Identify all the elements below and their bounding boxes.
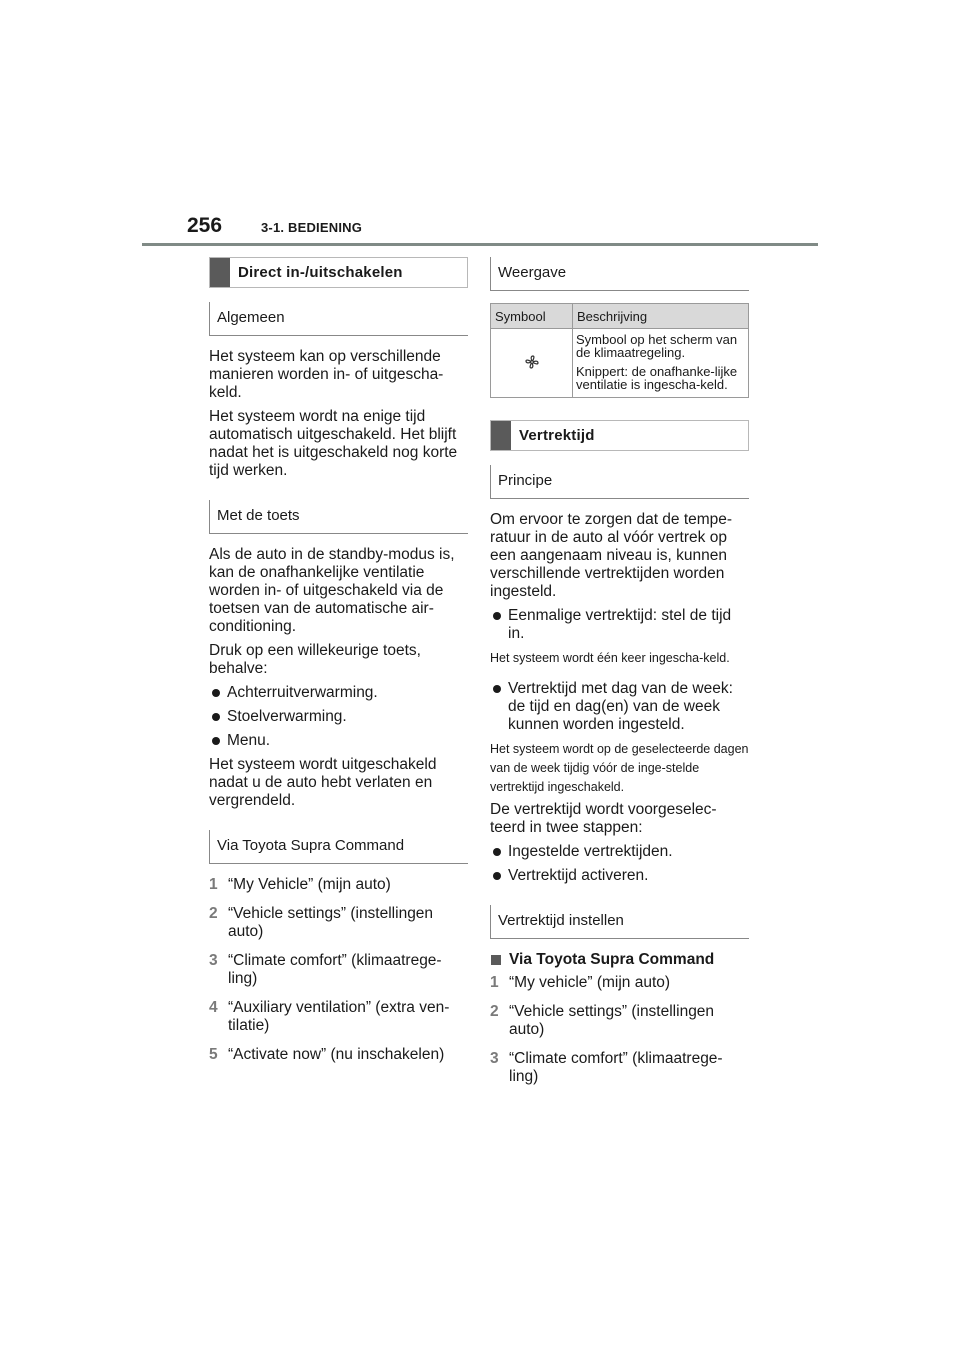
step-number: 1 [209,876,218,893]
bullet-item: Stoelverwarming. [209,708,468,726]
procedure-heading: Via Toyota Supra Command [490,951,749,969]
step-number: 4 [209,999,218,1016]
subheading-vertrektijd-instellen: Vertrektijd instellen [490,905,749,939]
step-item [490,1003,749,1039]
paragraph: Om ervoor te zorgen dat de tempe-ratuur in de auto al vóór vertrek op een aangenaam niveau is, kunnen verschillende vertrektijden worden ingesteld. [490,511,733,600]
heading-label: Direct in-/uitschakelen [238,264,403,281]
symbol-table [490,303,749,398]
step-text: “My Vehicle” (mijn auto) [228,876,391,893]
description-text: Knippert: de onafhanke-lijke ventilatie is ingescha-keld. [576,364,738,392]
step-text: “Climate comfort” (klimaatrege-ling) [228,952,442,987]
step-item [209,952,468,988]
description-text: Symbool op het scherm van de klimaatregeling. [576,332,738,360]
step-text: “My vehicle” (mijn auto) [509,974,671,991]
heading-label: Vertrektijd [519,427,595,444]
subheading-command: Via Toyota Supra Command [209,830,468,864]
step-number: 1 [490,974,499,991]
step-text: “Vehicle settings” (instellingen auto) [228,905,434,940]
bullet-item: Ingestelde vertrektijden. [490,843,749,861]
paragraph: De vertrektijd wordt voorgeselec-teerd in twee stappen: [490,801,717,836]
step-item [209,876,468,894]
bullet-item: Achterruitverwarming. [209,684,468,702]
right-column [490,257,749,1097]
table-cell [573,329,749,398]
heading-tab [210,258,230,287]
bullet-item: Vertrektijd met dag van de week: de tijd en dag(en) van de week kunnen worden ingesteld. [490,680,749,734]
fan-icon [524,354,540,370]
paragraph: Het systeem kan op verschillende manieren worden in- of uitgescha-keld. [209,348,444,401]
bullet-item: Vertrektijd activeren. [490,867,749,885]
subheading-weergave: Weergave [490,257,749,291]
step-number: 2 [209,905,218,922]
step-number: 3 [490,1050,499,1067]
paragraph: Het systeem wordt na enige tijd automatisch uitgeschakeld. Het blijft nadat het is uitgeschakeld nog korte tijd werken. [209,408,458,479]
section-title: 3-1. BEDIENING [261,220,363,235]
step-item [209,905,468,941]
subheading-principe: Principe [490,465,749,499]
table-header: Symbool [491,304,573,329]
subheading-algemeen: Algemeen [209,302,468,336]
table-row [491,329,749,398]
left-column [209,257,468,1075]
step-text: “Activate now” (nu inschakelen) [228,1046,445,1063]
step-item [209,1046,468,1064]
section-heading-vertrektijd [490,420,749,451]
step-number: 2 [490,1003,499,1020]
table-header: Beschrijving [573,304,749,329]
table-cell [491,329,573,398]
note-text: Het systeem wordt op de geselecteerde dagen van de week tijdig vóór de inge-stelde vertrektijd ingeschakeld. [490,742,749,794]
step-number: 5 [209,1046,218,1063]
step-text: “Climate comfort” (klimaatrege-ling) [509,1050,723,1085]
page-number: 256 [187,214,223,237]
paragraph: Het systeem wordt uitgeschakeld nadat u de auto hebt verlaten en vergrendeld. [209,756,437,809]
step-text: “Vehicle settings” (instellingen auto) [509,1003,715,1038]
step-item [209,999,468,1035]
step-number: 3 [209,952,218,969]
subheading-met-de-toets: Met de toets [209,500,468,534]
paragraph: Als de auto in de standby-modus is, kan de onafhankelijke ventilatie worden in- of uitgeschakeld via de toetsen van de automatische air-conditioning. [209,546,455,635]
note-text: Het systeem wordt één keer ingescha-keld. [490,651,730,665]
step-item [490,1050,749,1086]
heading-tab [491,421,511,450]
paragraph: Druk op een willekeurige toets, behalve: [209,642,421,677]
bullet-item: Eenmalige vertrektijd: stel de tijd in. [490,607,749,643]
section-heading-direct [209,257,468,288]
header-divider [142,243,818,246]
step-text: “Auxiliary ventilation” (extra ven-tilatie) [228,999,450,1034]
bullet-item: Menu. [209,732,468,750]
step-item [490,974,749,992]
